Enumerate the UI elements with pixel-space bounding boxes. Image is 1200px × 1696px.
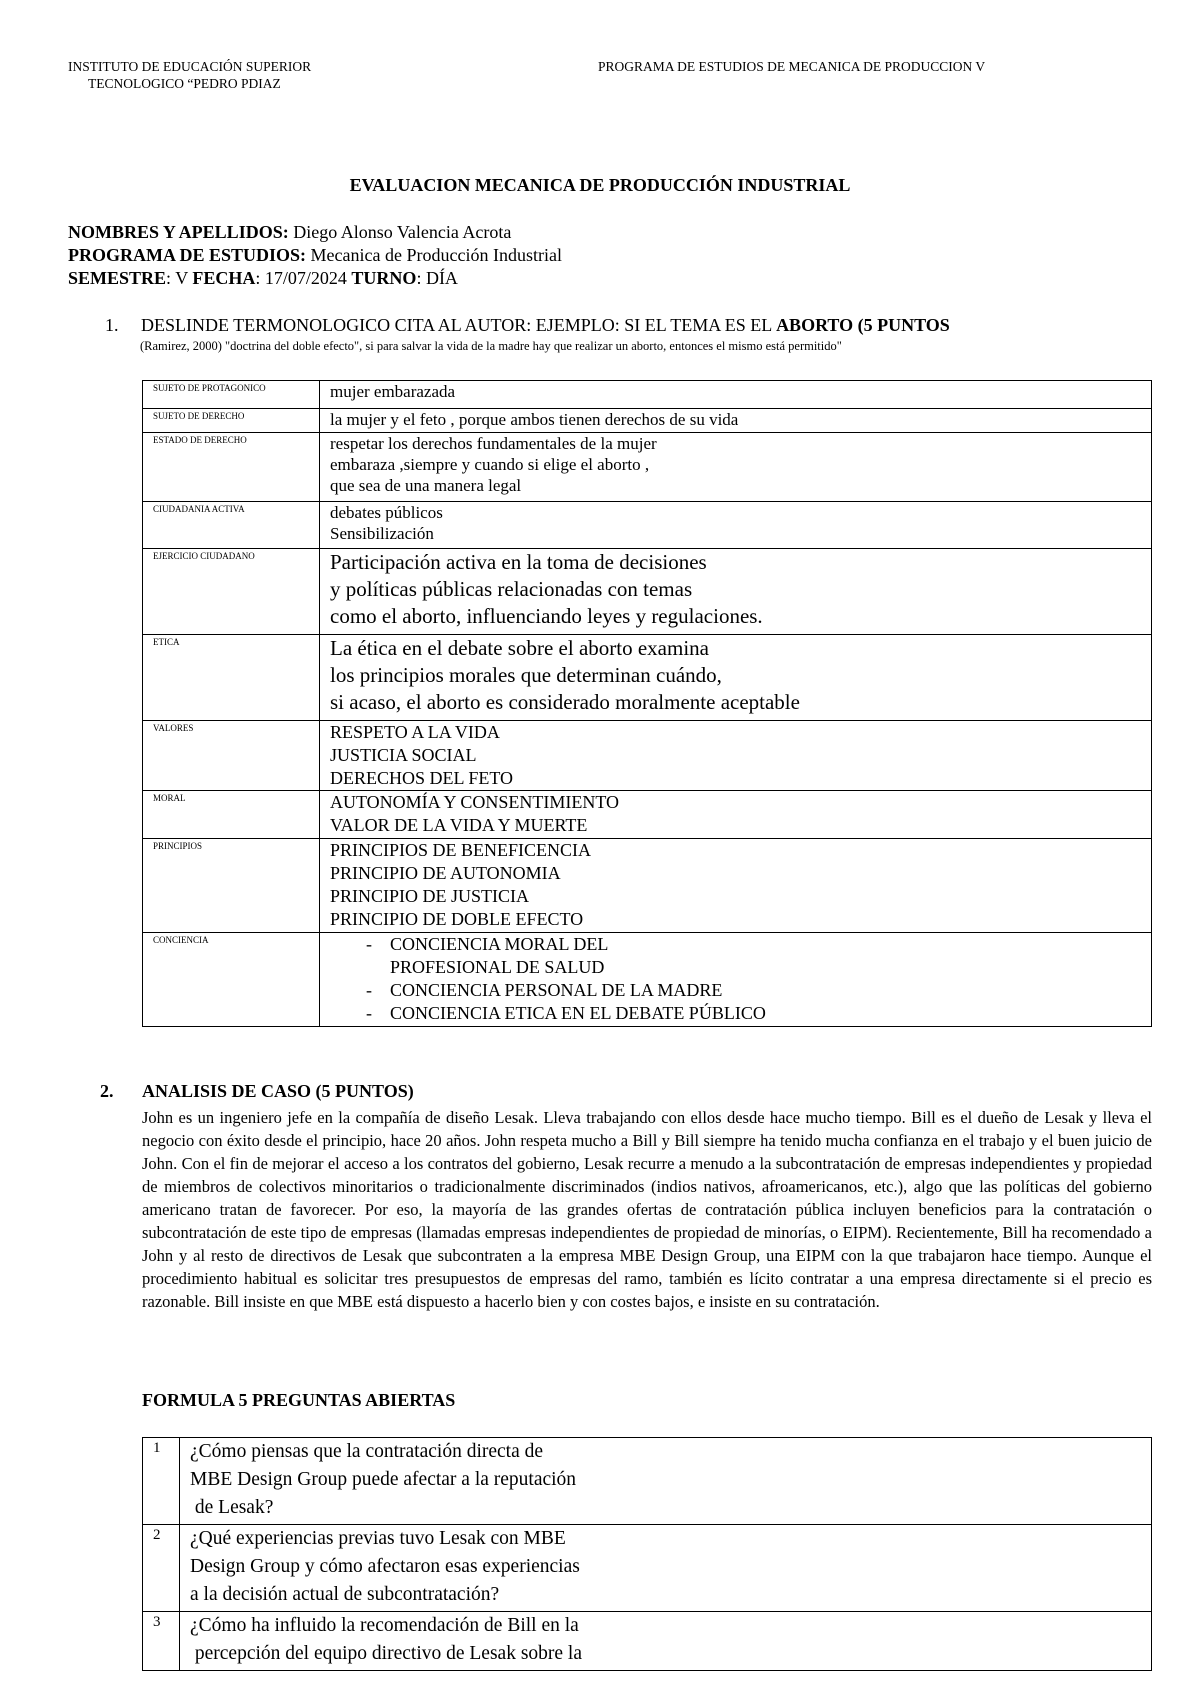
row-label: ESTADO DE DERECHO (143, 433, 320, 502)
shift-value: : DÍA (416, 268, 458, 288)
question-line: ¿Qué experiencias previas tuvo Lesak con MBE (190, 1528, 566, 1549)
row-value (320, 933, 1152, 1027)
row-value (320, 409, 1152, 433)
bullet-spacer (330, 956, 390, 979)
section-2-heading (100, 1081, 414, 1102)
table-row (143, 502, 1152, 549)
row-value (320, 635, 1152, 721)
value-text: CONCIENCIA MORAL DEL (390, 934, 609, 954)
program-row (68, 244, 562, 267)
question-number: 3 (143, 1612, 180, 1671)
semester-label: SEMESTRE (68, 268, 167, 288)
row-label: SUJETO DE DERECHO (143, 409, 320, 433)
question-line: MBE Design Group puede afectar a la reputación (190, 1469, 577, 1490)
value-line: JUSTICIA SOCIAL (330, 745, 477, 765)
value-text: CONCIENCIA PERSONAL DE LA MADRE (390, 980, 723, 1000)
table-row (143, 933, 1152, 1027)
name-row (68, 221, 562, 244)
citation: (Ramirez, 2000) "doctrina del doble efecto", si para salvar la vida de la madre hay que realizar un aborto, entonces el mismo está permitido" (140, 339, 842, 353)
value-line (330, 956, 1151, 979)
table-row (143, 791, 1152, 839)
table-row (143, 635, 1152, 721)
value-line: PRINCIPIO DE JUSTICIA (330, 886, 530, 906)
table-row (143, 433, 1152, 502)
question-line: a la decisión actual de subcontratación? (190, 1584, 500, 1605)
row-label: CIUDADANIA ACTIVA (143, 502, 320, 549)
row-label: MORAL (143, 791, 320, 839)
question-1-text: DESLINDE TERMONOLOGICO CITA AL AUTOR: EJEMPLO: SI EL TEMA ES EL (141, 315, 777, 335)
value-line (330, 1002, 1151, 1025)
program-label: PROGRAMA DE ESTUDIOS: (68, 245, 307, 265)
row-label: PRINCIPIOS (143, 839, 320, 933)
questions-subheading: FORMULA 5 PREGUNTAS ABIERTAS (142, 1390, 456, 1410)
question-line: ¿Cómo piensas que la contratación directa de (190, 1441, 544, 1462)
row-label: SUJETO DE PROTAGONICO (143, 381, 320, 409)
value-line: que sea de una manera legal (330, 476, 522, 495)
value-line: La ética en el debate sobre el aborto examina (330, 636, 709, 660)
question-text (180, 1438, 1152, 1525)
question-number: 2 (143, 1525, 180, 1612)
table-row (143, 1612, 1152, 1671)
case-paragraph: John es un ingeniero jefe en la compañía de diseño Lesak. Lleva trabajando con ellos desde hace mucho tiempo. Bill es el dueño de Lesak y lleva el negocio con éxito desde el principio, hace 20 años. John respeta mucho a Bill y Bill siempre ha tenido mucha confianza en el trabajo y el buen juicio de John. Con el fin de mejorar el acceso a los contratos del gobierno, Lesak recurre a menudo a la subcontratación de empresas independientes y propiedad de miembros de colectivos minoritarios o tradicionalmente discriminados (indios nativos, afroamericanos, etc.), algo que las políticas del gobierno americano tratan de favorecer. Por eso, la mayoría de las grandes ofertas de contratación pública incluyen beneficios para la contratación o subcontratación de este tipo de empresas (llamadas empresas independientes de propiedad de minorías, o EIPM). Recientemente, Bill ha recomendado a John y al resto de directivos de Lesak que subcontraten a la empresa MBE Design Group, una EIPM con la que trabajaron hace tiempo. Aunque el procedimiento habitual es solicitar tres presupuestos de empresas del ramo, también es lícito contratar a una empresa directamente si el precio es razonable. Bill insiste en que MBE está dispuesto a hacerlo bien y con costes bajos, e insiste en su contratación. (142, 1108, 1152, 1311)
value-line (330, 979, 1151, 1002)
row-value (320, 502, 1152, 549)
row-value (320, 721, 1152, 791)
student-info (68, 221, 562, 290)
row-value (320, 791, 1152, 839)
question-line: de Lesak? (190, 1497, 274, 1518)
dash-bullet: - (366, 980, 372, 1000)
table-row (143, 839, 1152, 933)
question-1-heading (105, 314, 950, 336)
value-line: y políticas públicas relacionadas con temas (330, 577, 693, 601)
question-text (180, 1525, 1152, 1612)
date-label: FECHA (192, 268, 256, 288)
value-line: embaraza ,siempre y cuando si elige el aborto , (330, 455, 650, 474)
date-value: : 17/07/2024 (255, 268, 352, 288)
dash-bullet: - (366, 1003, 372, 1023)
row-value (320, 433, 1152, 502)
question-number: 1 (143, 1438, 180, 1525)
institution-header (68, 58, 311, 92)
semester-row (68, 267, 562, 290)
value-line: la mujer y el feto , porque ambos tienen derechos de su vida (330, 410, 739, 429)
value-text: PROFESIONAL DE SALUD (390, 957, 605, 977)
question-text (180, 1612, 1152, 1671)
value-line: como el aborto, influenciando leyes y regulaciones. (330, 604, 763, 628)
row-value (320, 839, 1152, 933)
section-2-number: 2. (100, 1081, 114, 1101)
question-line: Design Group y cómo afectaron esas experiencias (190, 1556, 580, 1577)
question-line: percepción del equipo directivo de Lesak sobre la (190, 1643, 583, 1664)
table-row (143, 381, 1152, 409)
value-line: mujer embarazada (330, 382, 456, 401)
program-header: PROGRAMA DE ESTUDIOS DE MECANICA DE PRODUCCION V (598, 59, 986, 74)
question-1-number: 1. (105, 315, 119, 335)
value-line (330, 933, 1151, 956)
value-line: VALOR DE LA VIDA Y MUERTE (330, 815, 588, 835)
table-row (143, 1438, 1152, 1525)
terminology-table (142, 380, 1152, 1027)
institution-line-1: INSTITUTO DE EDUCACIÓN SUPERIOR (68, 59, 312, 74)
shift-label: TURNO (351, 268, 417, 288)
dash-bullet: - (366, 934, 372, 954)
value-line: Participación activa en la toma de decisiones (330, 550, 707, 574)
row-value (320, 381, 1152, 409)
value-line: RESPETO A LA VIDA (330, 722, 500, 742)
institution-line-2: TECNOLOGICO “PEDRO PDIAZ (88, 76, 281, 91)
value-line: DERECHOS DEL FETO (330, 768, 514, 788)
value-line: PRINCIPIO DE AUTONOMIA (330, 863, 561, 883)
value-line: Sensibilización (330, 524, 434, 543)
name-value: Diego Alonso Valencia Acrota (288, 222, 512, 242)
value-line: respetar los derechos fundamentales de la mujer (330, 434, 657, 453)
row-label: CONCIENCIA (143, 933, 320, 1027)
row-label: ETICA (143, 635, 320, 721)
table-row (143, 721, 1152, 791)
program-value: Mecanica de Producción Industrial (306, 245, 562, 265)
row-label: VALORES (143, 721, 320, 791)
value-line: AUTONOMÍA Y CONSENTIMIENTO (330, 792, 619, 812)
section-2-title: ANALISIS DE CASO (5 PUNTOS) (142, 1081, 414, 1101)
value-line: debates públicos (330, 503, 443, 522)
value-line: PRINCIPIO DE DOBLE EFECTO (330, 909, 584, 929)
table-row (143, 409, 1152, 433)
semester-value: : V (166, 268, 193, 288)
row-label: EJERCICIO CIUDADANO (143, 549, 320, 635)
name-label: NOMBRES Y APELLIDOS: (68, 222, 289, 242)
questions-table (142, 1437, 1152, 1671)
question-1-bold: ABORTO (5 PUNTOS (776, 315, 950, 335)
value-line: si acaso, el aborto es considerado moralmente aceptable (330, 690, 800, 714)
table-row (143, 1525, 1152, 1612)
row-value (320, 549, 1152, 635)
value-line: PRINCIPIOS DE BENEFICENCIA (330, 840, 592, 860)
value-text: CONCIENCIA ETICA EN EL DEBATE PÚBLICO (390, 1003, 766, 1023)
question-line: ¿Cómo ha influido la recomendación de Bill en la (190, 1615, 579, 1636)
value-line: los principios morales que determinan cuándo, (330, 663, 722, 687)
table-row (143, 549, 1152, 635)
page-title: EVALUACION MECANICA DE PRODUCCIÓN INDUSTRIAL (349, 175, 851, 195)
